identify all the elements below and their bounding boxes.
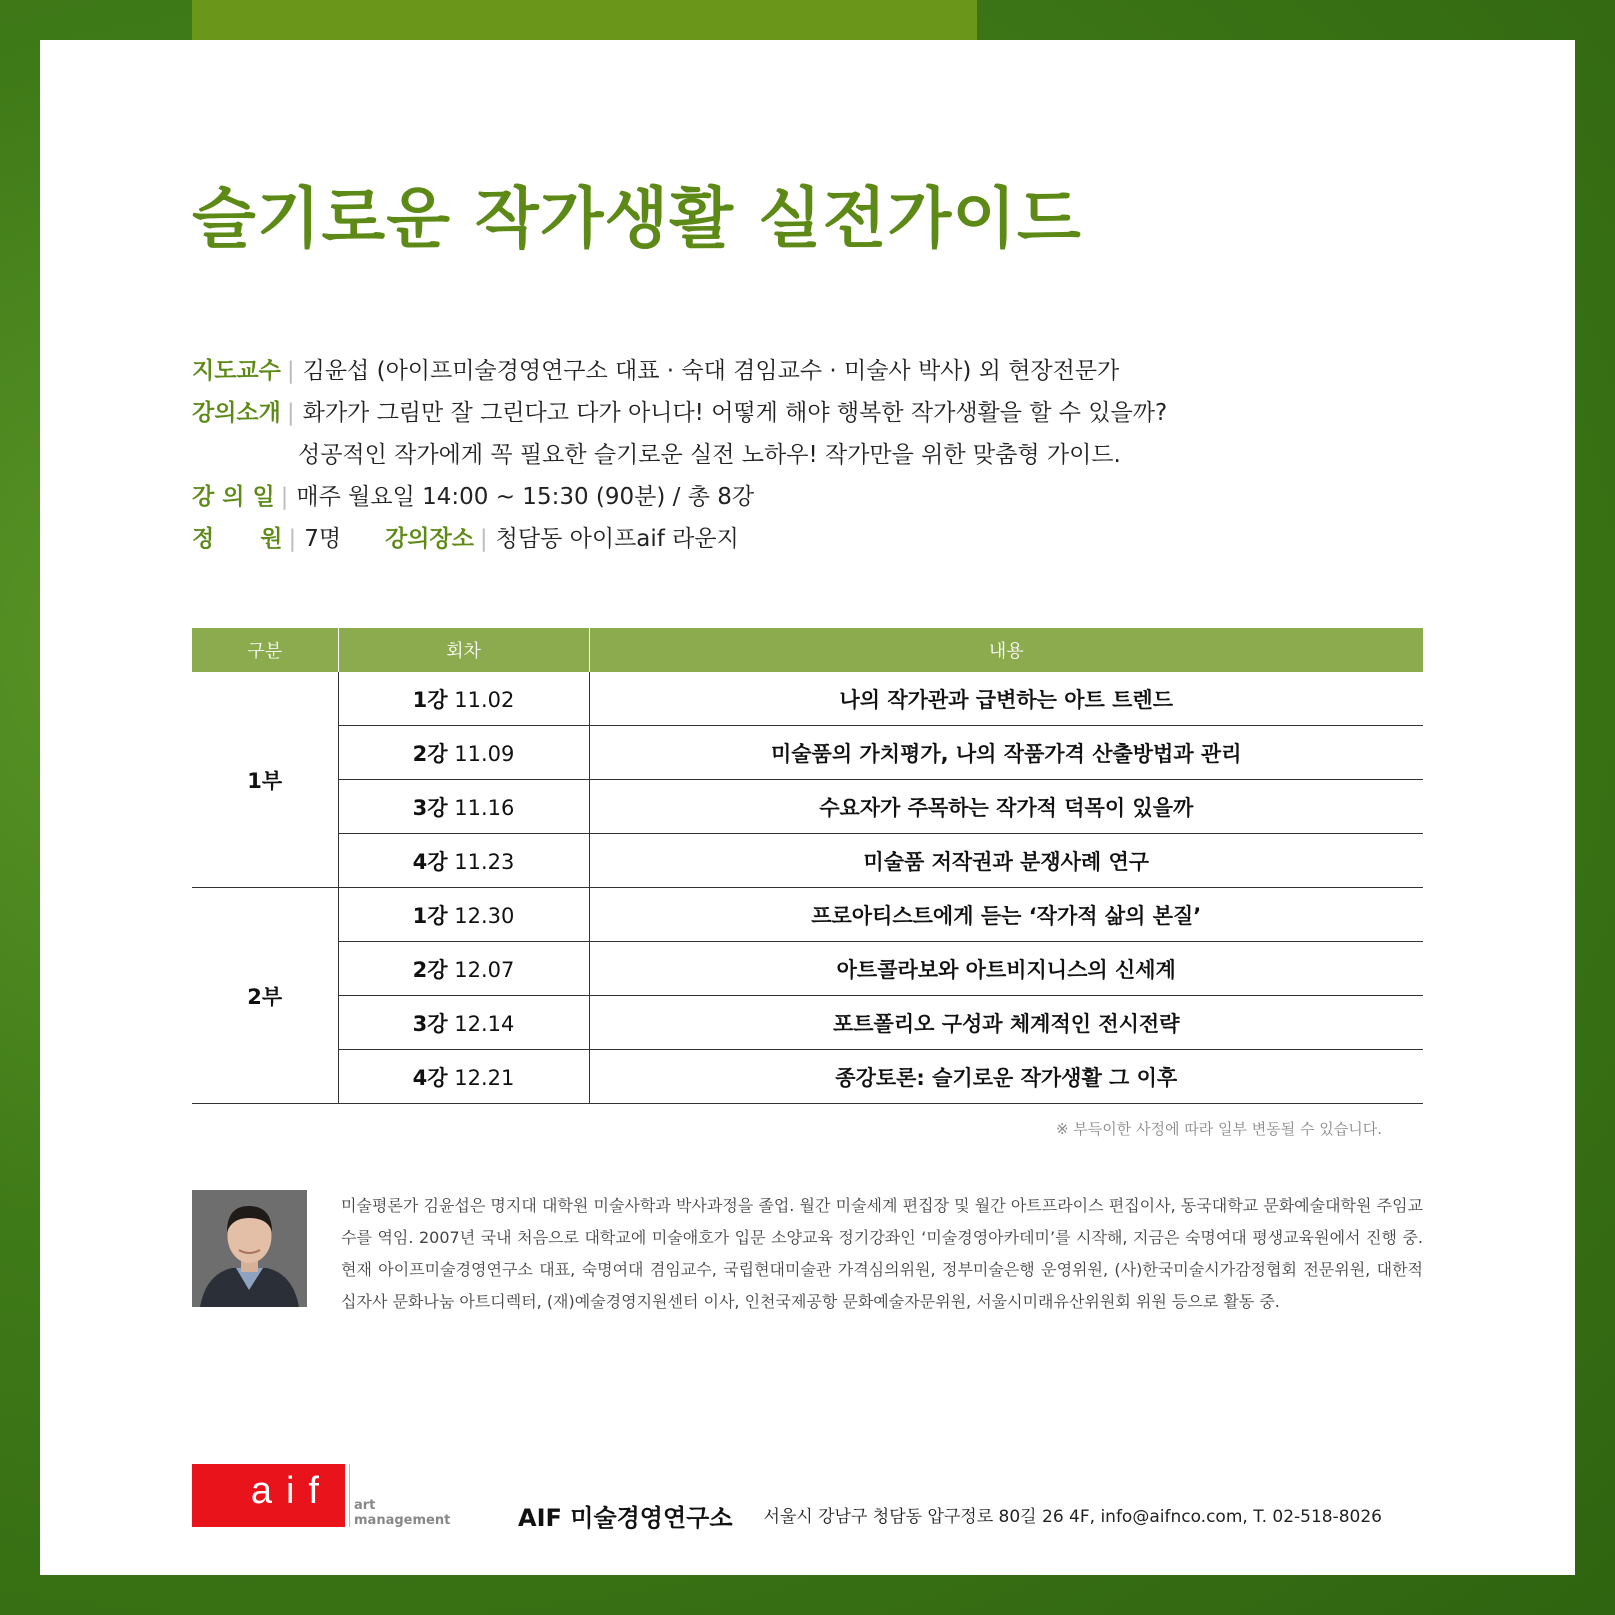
session-date: 12.07 — [454, 957, 515, 982]
top-accent-stripe — [192, 0, 977, 40]
table-row — [192, 1050, 1423, 1104]
session-number: 2강 — [412, 957, 448, 982]
venue-label: 강의장소 — [385, 526, 474, 552]
separator: | — [280, 484, 289, 510]
schedule-table — [192, 628, 1423, 1104]
session-date: 11.02 — [454, 687, 515, 712]
session-cell — [338, 996, 589, 1050]
logo-sub-art: art — [354, 1498, 376, 1513]
session-date: 12.14 — [454, 1011, 515, 1036]
table-row — [192, 672, 1423, 726]
logo-subtitle — [354, 1498, 450, 1528]
topic-cell: 수요자가 주목하는 작가적 덕목이 있을까 — [589, 780, 1423, 834]
separator: | — [286, 358, 295, 384]
header-content: 내용 — [589, 628, 1423, 672]
session-cell — [338, 942, 589, 996]
topic-cell: 종강토론: 슬기로운 작가생활 그 이후 — [589, 1050, 1423, 1104]
session-cell — [338, 888, 589, 942]
intro-row — [192, 392, 1167, 434]
capacity-label: 정 원 — [192, 526, 283, 552]
table-header-row — [192, 628, 1423, 672]
session-cell — [338, 780, 589, 834]
logo-sub-management: management — [354, 1513, 451, 1528]
instructor-label: 지도교수 — [192, 358, 281, 384]
instructor-bio: 미술평론가 김윤섭은 명지대 대학원 미술사학과 박사과정을 졸업. 월간 미술세계 편집장 및 월간 아트프라이스 편집이사, 동국대학교 문화예술대학원 주임교수를 역임. 2007년 국내 처음으로 대학교에 미술애호가 입문 소양교육 정기강좌인 ‘미술경영아카데미’를 시작해, 지금은 숙명여대 평생교육원에서 진행 중. 현재 아이프미술경영연구소 대표, 숙명여대 겸임교수, 국립현대미술관 가격심의위원, 정부미술은행 운영위원, (사)한국미술시가감정협회 전문위원, 대한적십자사 문화나눔 아트디렉터, (재)예술경영지원센터 이사, 인천국제공항 문화예술자문위원, 서울시미래유산위원회 위원 등으로 활동 중. — [341, 1196, 1423, 1311]
course-info — [192, 350, 1167, 560]
logo-text: aif — [250, 1470, 333, 1512]
separator: | — [286, 400, 295, 426]
separator: | — [288, 526, 297, 552]
topic-cell: 아트콜라보와 아트비지니스의 신세계 — [589, 942, 1423, 996]
organization-address: 서울시 강남구 청담동 압구정로 80길 26 4F, info@aifnco.com, T. 02-518-8026 — [763, 1507, 1382, 1527]
table-row — [192, 780, 1423, 834]
topic-cell: 포트폴리오 구성과 체계적인 전시전략 — [589, 996, 1423, 1050]
logo-divider — [349, 1464, 350, 1527]
instructor-value: 김윤섭 (아이프미술경영연구소 대표 · 숙대 겸임교수 · 미술사 박사) 외 현장전문가 — [302, 358, 1120, 384]
session-cell — [338, 834, 589, 888]
intro-line-1: 화가가 그림만 잘 그린다고 다가 아니다! 어떻게 해야 행복한 작가생활을 할 수 있을까? — [302, 400, 1168, 426]
capacity-value: 7명 — [304, 526, 342, 552]
portrait-illustration — [192, 1190, 307, 1307]
table-row — [192, 726, 1423, 780]
organization-name: AIF 미술경영연구소 — [518, 1504, 733, 1532]
page-title: 슬기로운 작가생활 실전가이드 — [192, 180, 1082, 257]
session-date: 11.09 — [454, 741, 515, 766]
venue-value: 청담동 아이프aif 라운지 — [495, 526, 739, 552]
schedule-label: 강 의 일 — [192, 484, 275, 510]
session-date: 11.16 — [454, 795, 515, 820]
instructor-photo — [192, 1190, 307, 1307]
header-part: 구분 — [192, 628, 338, 672]
header-session: 회차 — [338, 628, 589, 672]
capacity-row — [192, 518, 1167, 560]
topic-cell: 미술품의 가치평가, 나의 작품가격 산출방법과 관리 — [589, 726, 1423, 780]
table-row — [192, 888, 1423, 942]
session-date: 12.21 — [454, 1065, 515, 1090]
part-cell: 1부 — [192, 672, 338, 888]
session-number: 3강 — [412, 1011, 448, 1036]
table-row — [192, 996, 1423, 1050]
session-number: 4강 — [412, 849, 448, 874]
separator: | — [479, 526, 488, 552]
intro-line-2: 성공적인 작가에게 꼭 필요한 슬기로운 실전 노하우! 작가만을 위한 맞춤형 가이드. — [298, 442, 1121, 468]
session-cell — [338, 1050, 589, 1104]
session-number: 3강 — [412, 795, 448, 820]
intro-row-2 — [192, 434, 1167, 476]
instructor-row — [192, 350, 1167, 392]
schedule-row — [192, 476, 1167, 518]
table-row — [192, 942, 1423, 996]
session-number: 1강 — [412, 687, 448, 712]
session-number: 2강 — [412, 741, 448, 766]
session-date: 11.23 — [454, 849, 515, 874]
session-cell — [338, 726, 589, 780]
topic-cell: 나의 작가관과 급변하는 아트 트렌드 — [589, 672, 1423, 726]
session-date: 12.30 — [454, 903, 515, 928]
session-number: 4강 — [412, 1065, 448, 1090]
schedule-value: 매주 월요일 14:00 ~ 15:30 (90분) / 총 8강 — [296, 484, 755, 510]
poster-card — [40, 40, 1575, 1575]
intro-label: 강의소개 — [192, 400, 281, 426]
session-number: 1강 — [412, 903, 448, 928]
topic-cell: 미술품 저작권과 분쟁사례 연구 — [589, 834, 1423, 888]
part-cell: 2부 — [192, 888, 338, 1104]
table-row — [192, 834, 1423, 888]
session-cell — [338, 672, 589, 726]
aif-logo — [192, 1464, 345, 1527]
topic-cell: 프로아티스트에게 듣는 ‘작가적 삶의 본질’ — [589, 888, 1423, 942]
change-notice: ※ 부득이한 사정에 따라 일부 변동될 수 있습니다. — [1055, 1120, 1382, 1138]
